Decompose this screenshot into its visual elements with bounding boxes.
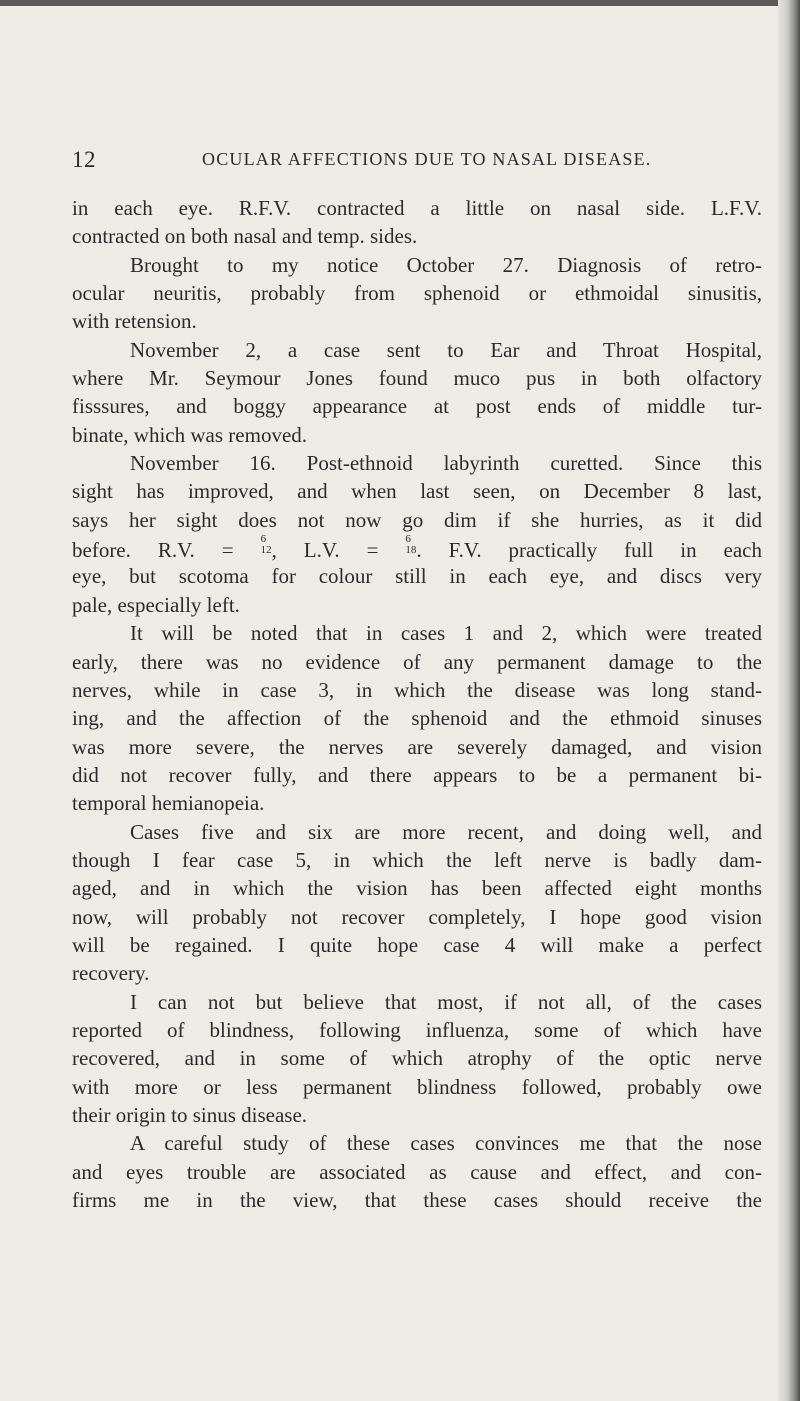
text-line: November 16. Post-ethnoid labyrinth curetted. Since this bbox=[130, 451, 762, 476]
text-line: where Mr. Seymour Jones found muco pus in both olfactory bbox=[72, 366, 762, 391]
scan-top-edge bbox=[0, 0, 800, 6]
text-line: eye, but scotoma for colour still in each eye, and discs very bbox=[72, 564, 762, 589]
text-line: It will be noted that in cases 1 and 2, which were treated bbox=[130, 621, 762, 646]
text-line: will be regained. I quite hope case 4 will make a perfect bbox=[72, 932, 762, 957]
text-line: with retension. bbox=[72, 309, 197, 334]
running-head: OCULAR AFFECTIONS DUE TO NASAL DISEASE. bbox=[202, 149, 652, 169]
page-header bbox=[72, 147, 762, 177]
text-line: firms me in the view, that these cases should receive the bbox=[72, 1188, 762, 1213]
text-line: though I fear case 5, in which the left nerve is badly dam- bbox=[72, 847, 762, 872]
text-line: November 2, a case sent to Ear and Throat Hospital, bbox=[130, 337, 762, 362]
text-line: fisssures, and boggy appearance at post ends of middle tur- bbox=[72, 394, 762, 419]
text-line: A careful study of these cases convinces me that the nose bbox=[130, 1131, 762, 1156]
text-line: Brought to my notice October 27. Diagnosis of retro- bbox=[130, 252, 762, 277]
text-line: ing, and the affection of the sphenoid and the ethmoid sinuses bbox=[72, 706, 762, 731]
fraction-rv bbox=[261, 534, 272, 556]
text-line: with more or less permanent blindness followed, probably owe bbox=[72, 1074, 762, 1099]
fraction-numerator: 6 bbox=[405, 534, 411, 546]
text-line: aged, and in which the vision has been affected eight months bbox=[72, 876, 762, 901]
text-line: in each eye. R.F.V. contracted a little on nasal side. L.F.V. bbox=[72, 196, 762, 220]
text-line: recovery. bbox=[72, 961, 150, 986]
body-text bbox=[72, 194, 762, 1214]
text-line: their origin to sinus disease. bbox=[72, 1103, 308, 1127]
text-line: Cases five and six are more recent, and doing well, and bbox=[130, 819, 762, 844]
text-line: reported of blindness, following influenza, some of which have bbox=[72, 1017, 762, 1042]
text-line: ocular neuritis, probably from sphenoid or ethmoidal sinusitis, bbox=[72, 281, 762, 306]
fraction-numerator: 6 bbox=[260, 534, 267, 546]
fraction-denominator: 12 bbox=[260, 544, 272, 557]
fraction-line-prefix: before. R.V. = bbox=[72, 538, 261, 563]
text-line: nerves, while in case 3, in which the disease was long stand- bbox=[72, 677, 762, 702]
text-line: temporal hemianopeia. bbox=[72, 791, 265, 816]
text-line: sight has improved, and when last seen, on December 8 last, bbox=[72, 479, 762, 504]
text-line: contracted on both nasal and temp. sides. bbox=[72, 224, 418, 249]
text-line-with-fractions bbox=[72, 534, 762, 562]
scan-right-edge bbox=[778, 0, 800, 1401]
fraction-line-suffix: . F.V. practically full in each bbox=[416, 538, 762, 563]
text-line: was more severe, the nerves are severely damaged, and vision bbox=[72, 734, 762, 759]
text-line: did not recover fully, and there appears to be a permanent bi- bbox=[72, 762, 762, 787]
fraction-lv bbox=[405, 534, 416, 556]
text-line: now, will probably not recover completely, I hope good vision bbox=[72, 904, 762, 929]
text-line: early, there was no evidence of any permanent damage to the bbox=[72, 649, 762, 674]
text-line: I can not but believe that most, if not all, of the cases bbox=[130, 989, 762, 1014]
text-line: says her sight does not now go dim if she hurries, as it did bbox=[72, 507, 762, 532]
page-number: 12 bbox=[72, 147, 96, 172]
fraction-denominator: 18 bbox=[405, 544, 417, 557]
text-line: recovered, and in some of which atrophy of the optic nerve bbox=[72, 1046, 762, 1071]
text-line: pale, especially left. bbox=[72, 592, 240, 617]
fraction-line-mid: , L.V. = bbox=[271, 538, 406, 563]
text-line: binate, which was removed. bbox=[72, 422, 308, 447]
text-line: and eyes trouble are associated as cause and effect, and con- bbox=[72, 1159, 762, 1184]
